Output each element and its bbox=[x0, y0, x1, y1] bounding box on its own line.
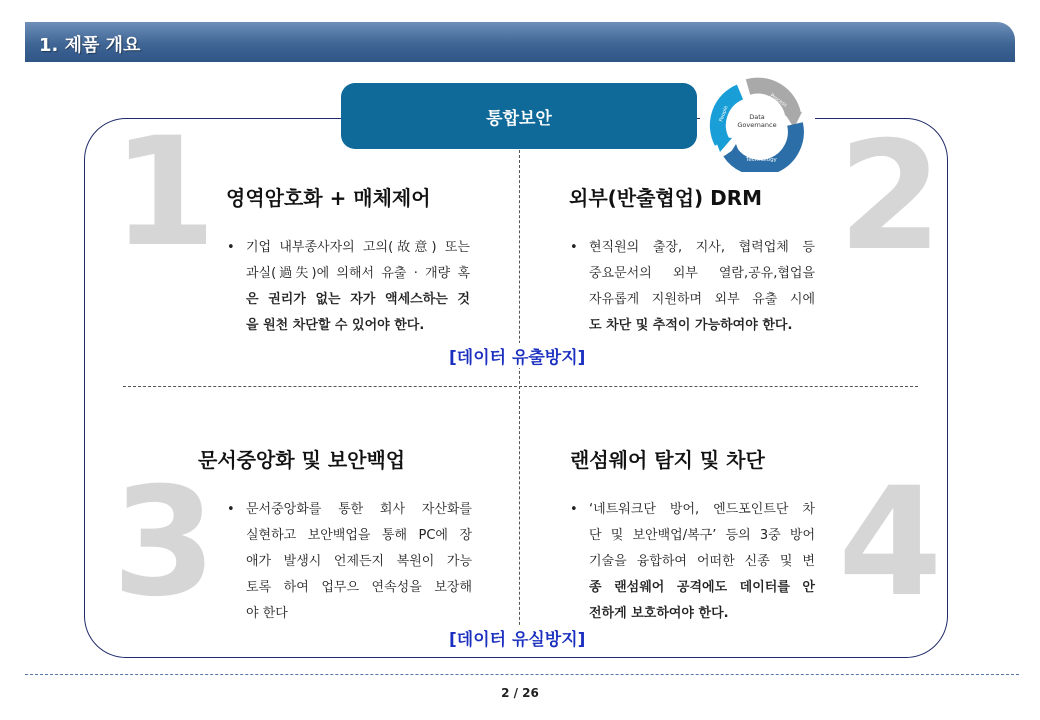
quadrant-number-2: 2 bbox=[838, 110, 943, 284]
body-line: 현직원의 출장, 지사, 협력업체 등 bbox=[589, 240, 815, 255]
center-label bbox=[341, 83, 697, 149]
bullet-dot: • bbox=[227, 240, 235, 255]
body-line: 을 원천 차단할 수 있어야 한다. bbox=[246, 318, 425, 333]
quadrant-body-4 bbox=[570, 497, 815, 627]
logo-center-line-1: Data bbox=[749, 113, 765, 121]
quadrant-title-2: 외부(반출협업) DRM bbox=[569, 186, 763, 210]
bullet-dot: • bbox=[570, 240, 578, 255]
quadrant-title-4: 랜섬웨어 탐지 및 차단 bbox=[570, 448, 765, 472]
body-line: 기업 내부종사자의 고의(故意) 또는 bbox=[246, 240, 470, 255]
body-line: 기술을 융합하여 어떠한 신종 및 변 bbox=[589, 554, 815, 569]
body-line: 실현하고 보안백업을 통해 PC에 장 bbox=[246, 528, 472, 543]
body-line: 토록 하여 업무으 연속성을 보장해 bbox=[246, 580, 472, 595]
tag-loss-prevention: [데이터 유실방지] bbox=[447, 625, 587, 650]
logo-label-process: Process bbox=[768, 92, 788, 109]
logo-arc-process bbox=[748, 86, 793, 114]
body-line: ‘네트워크단 방어, 엔드포인트단 차 bbox=[589, 502, 815, 517]
quadrant-number-4: 4 bbox=[838, 456, 943, 630]
body-line: 도 차단 및 추적이 가능하여야 한다. bbox=[589, 318, 793, 333]
body-line: 자유롭게 지원하며 외부 유출 시에 bbox=[589, 292, 815, 307]
quadrant-title-1: 영역암호화 + 매체제어 bbox=[226, 186, 431, 210]
footer-divider bbox=[25, 674, 1019, 675]
body-line: 애가 발생시 언제든지 복원이 가능 bbox=[246, 554, 472, 569]
logo-center-line-2: Governance bbox=[737, 121, 777, 129]
logo-label-technology: Technology bbox=[746, 157, 777, 163]
body-line: 종 랜섬웨어 공격에도 데이터를 안 bbox=[589, 580, 815, 595]
data-governance-logo bbox=[700, 72, 815, 172]
body-line: 중요문서의 외부 열람,공유,협업을 bbox=[589, 266, 815, 281]
body-line: 전하게 보호하여야 한다. bbox=[589, 606, 729, 621]
header-bar bbox=[25, 22, 1015, 62]
quadrant-body-1 bbox=[227, 235, 470, 339]
body-line: 단 및 보안백업/복구’ 등의 3중 방어 bbox=[589, 528, 815, 543]
bullet-dot: • bbox=[227, 502, 235, 517]
quadrant-number-3: 3 bbox=[112, 456, 217, 630]
body-line: 과실(過失)에 의해서 유출 · 개량 혹 bbox=[246, 266, 470, 281]
body-line: 은 권리가 없는 자가 액세스하는 것 bbox=[246, 292, 470, 307]
quadrant-body-2 bbox=[570, 235, 815, 339]
quadrant-title-3: 문서중앙화 및 보안백업 bbox=[198, 448, 406, 472]
quadrant-number-1: 1 bbox=[112, 106, 217, 280]
center-label-text: 통합보안 bbox=[486, 108, 552, 129]
bullet-dot: • bbox=[570, 502, 578, 517]
tag-leak-prevention: [데이터 유출방지] bbox=[447, 343, 587, 368]
page-title: 1. 제품 개요 bbox=[39, 35, 141, 56]
horizontal-divider bbox=[123, 386, 918, 387]
body-line: 문서중앙화를 통한 회사 자산화를 bbox=[246, 502, 472, 517]
vertical-divider bbox=[519, 150, 520, 650]
quadrant-body-3 bbox=[227, 497, 472, 627]
body-line: 야 한다 bbox=[246, 606, 288, 621]
page-number: 2 / 26 bbox=[501, 686, 539, 700]
logo-label-people: People bbox=[718, 105, 730, 123]
